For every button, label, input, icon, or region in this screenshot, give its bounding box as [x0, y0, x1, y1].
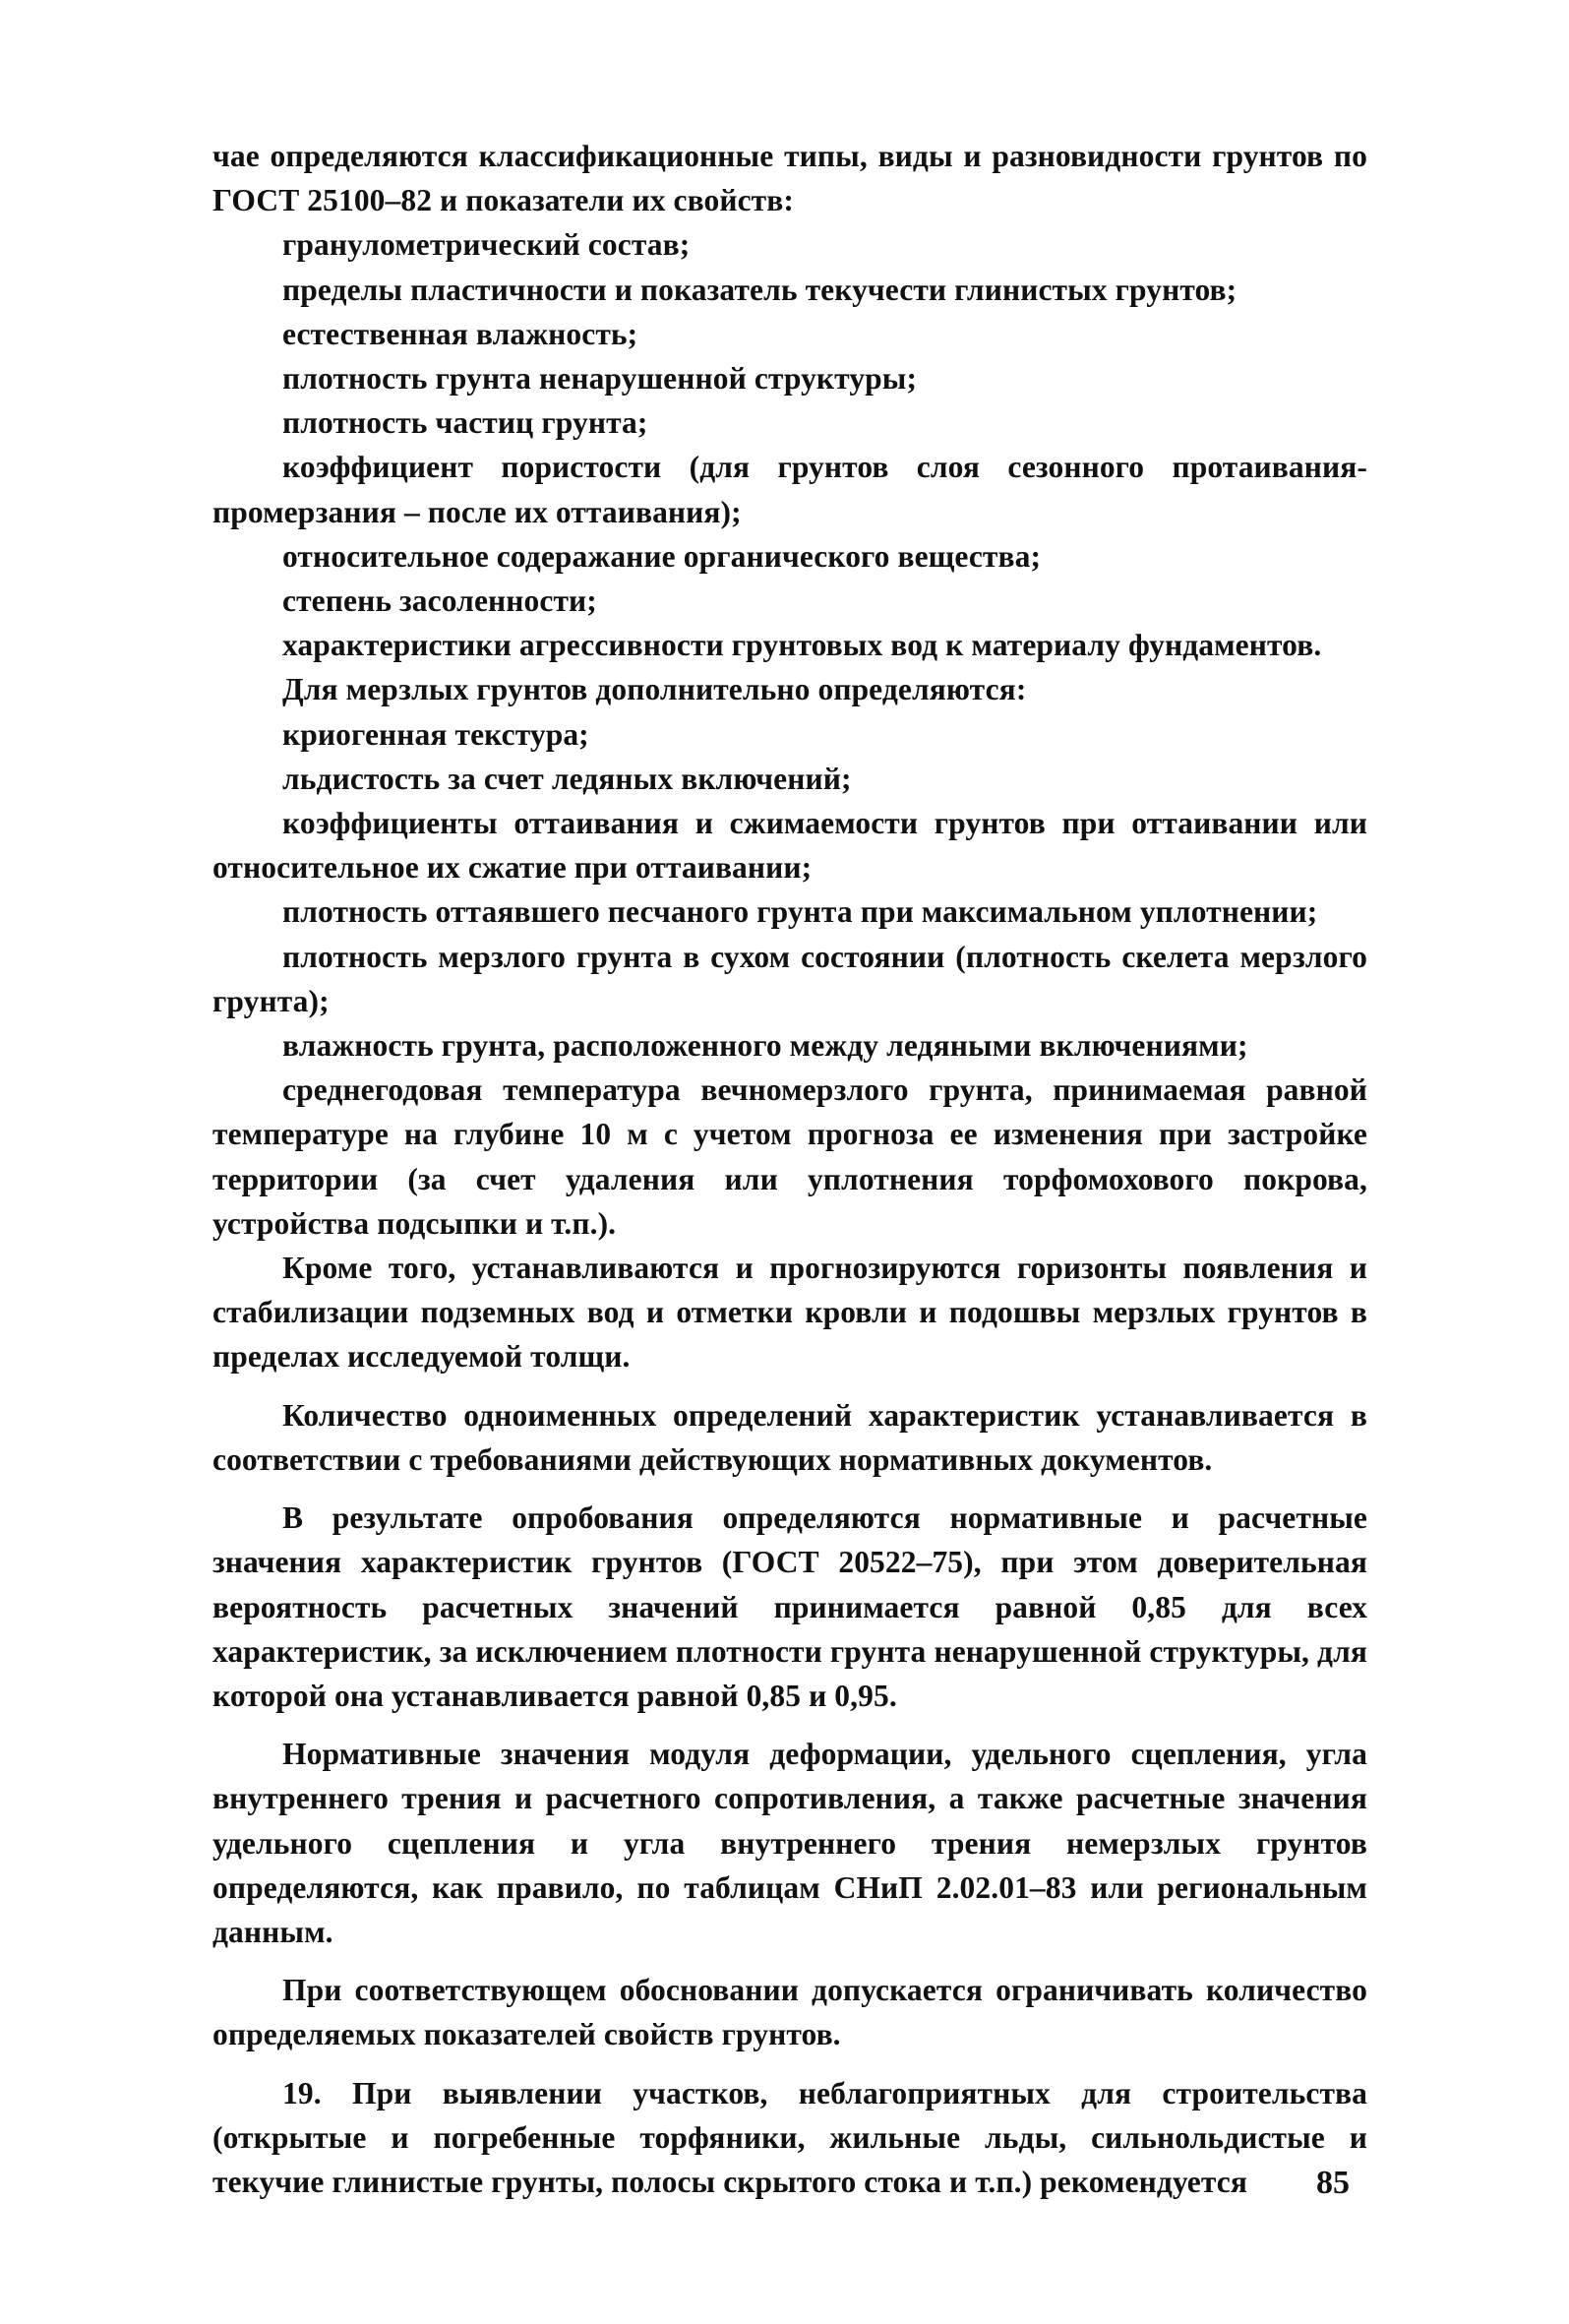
- page-number: 85: [1316, 2165, 1350, 2201]
- paragraph: При соответствующем обосновании допускается ограничивать количество определяемых показателей свойств грунтов.: [212, 1973, 1367, 2052]
- list-item: коэффициент пористости (для грунтов слоя сезонного протаивания-промерзания – после их оттаивания);: [212, 450, 1367, 529]
- list-item: льдистость за счет ледяных включений;: [282, 761, 852, 796]
- list-item: влажность грунта, расположенного между ледяными включениями;: [282, 1028, 1248, 1064]
- paragraph: В результате опробования определяются нормативные и расчетные значения характеристик грунтов (ГОСТ 20522–75), при этом доверительная вероятность расчетных значений принимается равной 0,85 для всех характеристик, за исключением плотности грунта ненарушенной структуры, для которой она устанавливается равной 0,85 и 0,95.: [212, 1500, 1367, 1713]
- list-item: плотность оттаявшего песчаного грунта при максимальном уплотнении;: [282, 894, 1318, 930]
- paragraph: Нормативные значения модуля деформации, удельного сцепления, угла внутреннего трения и расчетного сопротивления, а также расчетные значения удельного сцепления и угла внутреннего трения немерзлых грунтов определяются, как правило, по таблицам СНиП 2.02.01–83 или региональным данным.: [212, 1737, 1367, 1949]
- list-item: степень засоленности;: [282, 583, 597, 619]
- list-item: плотность частиц грунта;: [282, 405, 648, 441]
- paragraph-continuation: чае определяются классификационные типы, виды и разновидности грунтов по ГОСТ 25100–82 и показатели их свойств:: [212, 139, 1367, 218]
- list-item: характеристики агрессивности грунтовых вод к материалу фундаментов.: [282, 628, 1322, 663]
- list-item: пределы пластичности и показатель текучести глинистых грунтов;: [282, 272, 1237, 307]
- paragraph: 19. При выявлении участков, неблагоприятных для строительства (открытые и погребенные торфяники, жильные льды, сильнольдистые и текучие глинистые грунты, полосы скрытого стока и т.п.) рекомендуется: [212, 2075, 1367, 2199]
- list-item: среднегодовая температура вечномерзлого грунта, принимаемая равной температуре на глубине 10 м с учетом прогноза ее изменения при застройке территории (за счет удаления или уплотнения торфомохового покрова, устройства подсыпки и т.п.).: [212, 1072, 1367, 1241]
- paragraph: Кроме того, устанавливаются и прогнозируются горизонты появления и стабилизации подземных вод и отметки кровли и подошвы мерзлых грунтов в пределах исследуемой толщи.: [212, 1251, 1367, 1375]
- list-item: плотность мерзлого грунта в сухом состоянии (плотность скелета мерзлого грунта);: [212, 939, 1367, 1018]
- paragraph: Количество одноименных определений характеристик устанавливается в соответствии с требованиями действующих нормативных документов.: [212, 1397, 1367, 1477]
- list-item: естественная влажность;: [282, 316, 638, 351]
- list-item: коэффициенты оттаивания и сжимаемости грунтов при оттаивании или относительное их сжатие при оттаивании;: [212, 806, 1367, 886]
- list-item: гранулометрический состав;: [282, 227, 691, 263]
- list-item: криогенная текстура;: [282, 716, 589, 752]
- paragraph: Для мерзлых грунтов дополнительно определяются:: [282, 672, 1027, 707]
- list-item: относительное содеражание органического вещества;: [282, 538, 1042, 574]
- list-item: плотность грунта ненарушенной структуры;: [282, 361, 918, 397]
- body-text: [212, 134, 1367, 2204]
